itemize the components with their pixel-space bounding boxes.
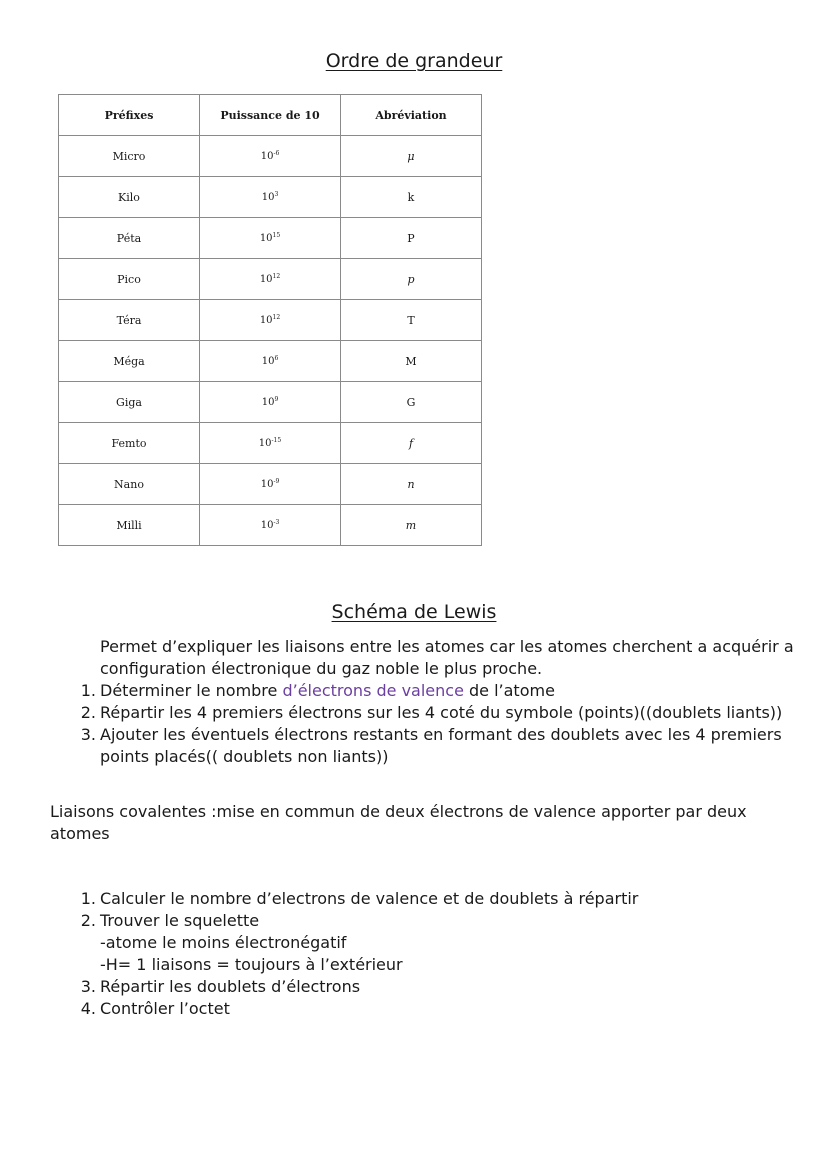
lewis-intro-paragraph: Permet d’expliquer les liaisons entre les atomes car les atomes cherchent a acquérir a configuration électronique du gaz noble le plus proche. <box>100 637 794 678</box>
table-row <box>59 300 482 341</box>
table-row <box>59 505 482 546</box>
abbreviation-cell: n <box>341 464 482 505</box>
list-number: 2. <box>80 703 96 722</box>
abbreviation-cell: f <box>341 423 482 464</box>
abbreviation-cell: G <box>341 382 482 423</box>
list-number: 3. <box>80 725 96 744</box>
list-number: 1. <box>80 889 96 908</box>
abbreviation-cell: M <box>341 341 482 382</box>
prefix-cell: Nano <box>59 464 200 505</box>
abbreviation-cell: k <box>341 177 482 218</box>
list-number: 3. <box>80 977 96 996</box>
table-row <box>59 423 482 464</box>
power-cell: $10^{12}$ <box>200 259 341 300</box>
prefix-cell: Péta <box>59 218 200 259</box>
abbreviation-cell: P <box>341 218 482 259</box>
step-text: de l’atome <box>463 681 555 700</box>
power-cell: $10^{12}$ <box>200 300 341 341</box>
list-item <box>80 680 790 702</box>
abbreviation-cell: p <box>341 259 482 300</box>
step-text: Répartir les doublets d’électrons <box>100 977 361 996</box>
step-text: Déterminer le nombre <box>100 681 283 700</box>
table-row <box>59 259 482 300</box>
table-row <box>59 136 482 177</box>
header-abbreviation: Abréviation <box>341 95 482 136</box>
table-header-row <box>59 95 482 136</box>
power-cell: $10^{-15}$ <box>200 423 341 464</box>
power-cell: $10^{-6}$ <box>200 136 341 177</box>
table-row <box>59 177 482 218</box>
step-text: Ajouter les éventuels électrons restants en formant des doublets avec les 4 premiers points placés(( doublets non liants)) <box>100 725 782 766</box>
power-cell: $10^3$ <box>200 177 341 218</box>
prefix-cell: Kilo <box>59 177 200 218</box>
list-item <box>80 724 790 768</box>
list-number: 2. <box>80 911 96 930</box>
header-prefixes: Préfixes <box>59 95 200 136</box>
abbreviation-cell: T <box>341 300 482 341</box>
table-row <box>59 341 482 382</box>
prefix-cell: Femto <box>59 423 200 464</box>
covalent-bond-definition: Liaisons covalentes :mise en commun de deux électrons de valence apporter par deux atomes <box>50 802 747 843</box>
prefix-cell: Téra <box>59 300 200 341</box>
abbreviation-cell: m <box>341 505 482 546</box>
power-cell: $10^6$ <box>200 341 341 382</box>
table-row <box>59 218 482 259</box>
step-subitem: -H= 1 liaisons = toujours à l’extérieur <box>100 955 403 974</box>
list-item <box>80 910 790 976</box>
step-text: Trouver le squelette <box>100 911 260 930</box>
list-item <box>80 976 790 998</box>
power-cell: $10^{-3}$ <box>200 505 341 546</box>
table-row <box>59 382 482 423</box>
lewis-steps-list <box>80 680 790 768</box>
prefix-cell: Micro <box>59 136 200 177</box>
power-cell: $10^{15}$ <box>200 218 341 259</box>
list-number: 1. <box>80 681 96 700</box>
power-cell: $10^9$ <box>200 382 341 423</box>
step-text: Calculer le nombre d’electrons de valence et de doublets à répartir <box>100 889 639 908</box>
prefix-cell: Pico <box>59 259 200 300</box>
section-title-ordre-de-grandeur: Ordre de grandeur <box>325 50 503 72</box>
section-title-schema-de-lewis: Schéma de Lewis <box>331 601 497 623</box>
abbreviation-cell: μ <box>341 136 482 177</box>
list-item <box>80 888 790 910</box>
prefix-cell: Milli <box>59 505 200 546</box>
prefix-cell: Méga <box>59 341 200 382</box>
prefix-cell: Giga <box>59 382 200 423</box>
list-item <box>80 702 790 724</box>
list-item <box>80 998 790 1020</box>
valence-electrons-link[interactable]: d’électrons de valence <box>282 681 464 700</box>
method-steps-list <box>80 888 790 1020</box>
table-row <box>59 464 482 505</box>
list-number: 4. <box>80 999 96 1018</box>
power-cell: $10^{-9}$ <box>200 464 341 505</box>
step-subitem: -atome le moins électronégatif <box>100 933 347 952</box>
step-text: Répartir les 4 premiers électrons sur les 4 coté du symbole (points)((doublets liants)) <box>100 703 783 722</box>
header-power: Puissance de 10 <box>200 95 341 136</box>
step-text: Contrôler l’octet <box>100 999 230 1018</box>
prefixes-table <box>58 94 482 546</box>
